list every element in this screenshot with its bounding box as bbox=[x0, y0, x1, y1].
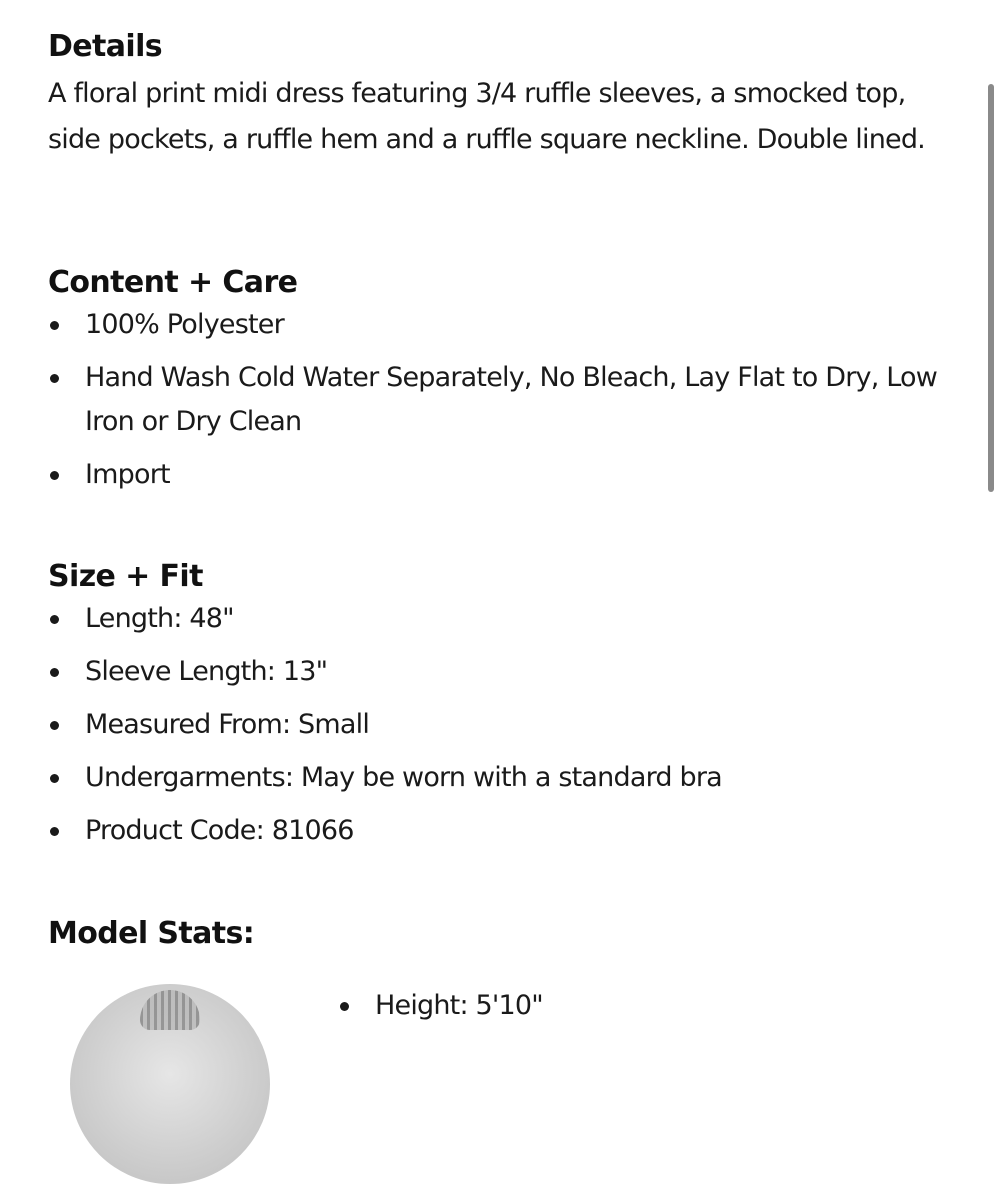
size-fit-section bbox=[48, 557, 722, 862]
list-item-text: Import bbox=[85, 459, 170, 490]
list-item bbox=[48, 809, 722, 853]
details-heading: Details bbox=[48, 29, 163, 64]
list-item bbox=[48, 303, 948, 347]
list-item-text: Height: 5'10" bbox=[375, 990, 543, 1021]
model-photo-hair bbox=[140, 990, 200, 1030]
bullet-icon bbox=[50, 668, 59, 677]
bullet-icon bbox=[50, 827, 59, 836]
list-item bbox=[48, 703, 722, 747]
list-item bbox=[48, 597, 722, 641]
list-item bbox=[48, 756, 722, 800]
list-item-text: Sleeve Length: 13" bbox=[85, 656, 328, 687]
details-description: A floral print midi dress featuring 3/4 ruffle sleeves, a smocked top, side pockets, a ruffle hem and a ruffle square neckline. Double lined. bbox=[48, 78, 925, 155]
list-item-text: 100% Polyester bbox=[85, 309, 284, 340]
size-fit-heading: Size + Fit bbox=[48, 559, 203, 594]
vertical-scrollbar[interactable] bbox=[988, 84, 994, 492]
list-item-text: Length: 48" bbox=[85, 603, 234, 634]
list-item bbox=[48, 453, 948, 497]
list-item-text: Undergarments: May be worn with a standard bra bbox=[85, 762, 722, 793]
content-care-section bbox=[48, 263, 948, 506]
bullet-icon bbox=[50, 774, 59, 783]
model-stats-list bbox=[338, 984, 543, 1037]
size-fit-list bbox=[48, 597, 722, 853]
content-care-list bbox=[48, 303, 948, 497]
bullet-icon bbox=[50, 321, 59, 330]
list-item-text: Product Code: 81066 bbox=[85, 815, 354, 846]
list-item-text: Hand Wash Cold Water Separately, No Bleach, Lay Flat to Dry, Low Iron or Dry Clean bbox=[85, 362, 938, 437]
bullet-icon bbox=[340, 1002, 349, 1011]
list-item bbox=[338, 984, 543, 1028]
model-stats-heading: Model Stats: bbox=[48, 916, 255, 951]
content-care-heading: Content + Care bbox=[48, 265, 298, 300]
bullet-icon bbox=[50, 374, 59, 383]
details-section bbox=[48, 27, 948, 163]
list-item bbox=[48, 356, 948, 444]
list-item-text: Measured From: Small bbox=[85, 709, 370, 740]
bullet-icon bbox=[50, 471, 59, 480]
bullet-icon bbox=[50, 615, 59, 624]
list-item bbox=[48, 650, 722, 694]
bullet-icon bbox=[50, 721, 59, 730]
model-stats-row bbox=[48, 954, 948, 1074]
model-avatar bbox=[70, 984, 270, 1184]
model-stats-section bbox=[48, 914, 948, 1074]
